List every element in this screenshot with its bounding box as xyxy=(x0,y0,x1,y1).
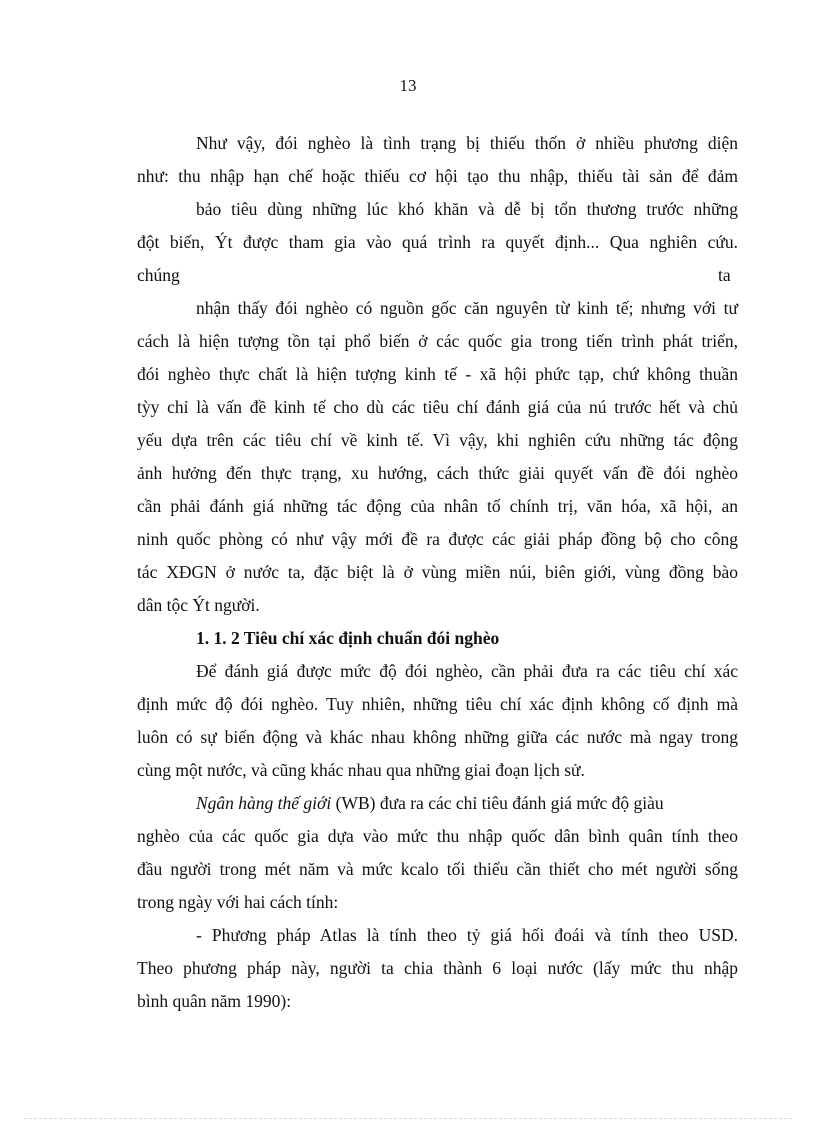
section-heading: 1. 1. 2 Tiêu chí xác định chuẩn đói nghèo xyxy=(196,628,500,648)
paragraph-4-line-3: bình quân năm 1990): xyxy=(137,991,292,1011)
paragraph-1-line-15: dân tộc Ýt người. xyxy=(137,595,260,615)
paragraph-4-line-2: Theo phương pháp này, người ta chia thành 6 loại nước (lấy mức thu nhập xyxy=(137,958,738,978)
paragraph-3-line-2: nghèo của các quốc gia dựa vào mức thu nhập quốc dân bình quân tính theo xyxy=(137,826,738,846)
paragraph-2-line-1: Để đánh giá được mức độ đói nghèo, cần phải đưa ra các tiêu chí xác xyxy=(196,661,738,681)
paragraph-1-line-8: đói nghèo thực chất là hiện tượng kinh tế - xã hội phức tạp, chứ không thuần xyxy=(137,364,738,384)
paragraph-1-line-11: ảnh hưởng đến thực trạng, xu hướng, cách thức giải quyết vấn đề đói nghèo xyxy=(137,463,738,483)
page-bottom-divider xyxy=(24,1118,792,1119)
paragraph-1-line-3: bảo tiêu dùng những lúc khó khăn và dễ bị tổn thương trước những xyxy=(196,199,738,219)
paragraph-1-line-2: như: thu nhập hạn chế hoặc thiếu cơ hội tạo thu nhập, thiếu tài sản để đảm xyxy=(137,166,738,186)
paragraph-1-line-6: nhận thấy đói nghèo có nguồn gốc căn nguyên từ kinh tế; nhưng với tư xyxy=(196,298,738,318)
paragraph-1-line-13: ninh quốc phòng có như vậy mới đề ra được các giải pháp đồng bộ cho công xyxy=(137,529,738,549)
paragraph-2-line-2: định mức độ đói nghèo. Tuy nhiên, những tiêu chí xác định không cố định mà xyxy=(137,694,738,714)
paragraph-2-line-3: luôn có sự biến động và khác nhau không những giữa các nước mà ngay trong xyxy=(137,727,738,747)
page-number: 13 xyxy=(399,76,417,95)
paragraph-3-line-1-rest: (WB) đưa ra các chỉ tiêu đánh giá mức độ giàu xyxy=(331,793,664,813)
paragraph-1-line-1: Như vậy, đói nghèo là tình trạng bị thiếu thốn ở nhiều phương diện xyxy=(196,133,738,153)
paragraph-1-line-14: tác XĐGN ở nước ta, đặc biệt là ở vùng miền núi, biên giới, vùng đồng bào xyxy=(137,562,738,582)
paragraph-4-line-1: - Phương pháp Atlas là tính theo tỷ giá hối đoái và tính theo USD. xyxy=(196,925,738,945)
paragraph-1-line-9: tỳy chỉ là vấn đề kinh tế cho dù các tiêu chí đánh giá của nú trước hết và chủ xyxy=(137,397,738,417)
world-bank-term: Ngân hàng thế giới xyxy=(196,793,332,813)
paragraph-1-line-7: cách là hiện tượng tồn tại phổ biến ở các quốc gia trong tiến trình phát triển, xyxy=(137,331,738,351)
paragraph-1-line-5-left: chúng xyxy=(137,265,180,285)
paragraph-1-line-5-right: ta xyxy=(718,265,731,285)
paragraph-3-line-1 xyxy=(196,792,738,814)
paragraph-1-line-4: đột biến, Ýt được tham gia vào quá trình ra quyết định... Qua nghiên cứu. xyxy=(137,232,738,252)
paragraph-2-line-4: cùng một nước, và cũng khác nhau qua những giai đoạn lịch sử. xyxy=(137,760,585,780)
paragraph-3-line-3: đầu người trong mét năm và mức kcalo tối thiểu cần thiết cho mét người sống xyxy=(137,859,738,879)
paragraph-3-line-4: trong ngày với hai cách tính: xyxy=(137,892,339,912)
paragraph-1-line-10: yếu dựa trên các tiêu chí về kinh tế. Vì vậy, khi nghiên cứu những tác động xyxy=(137,430,738,450)
paragraph-1-line-12: cần phải đánh giá những tác động của nhân tố chính trị, văn hóa, xã hội, an xyxy=(137,496,738,516)
